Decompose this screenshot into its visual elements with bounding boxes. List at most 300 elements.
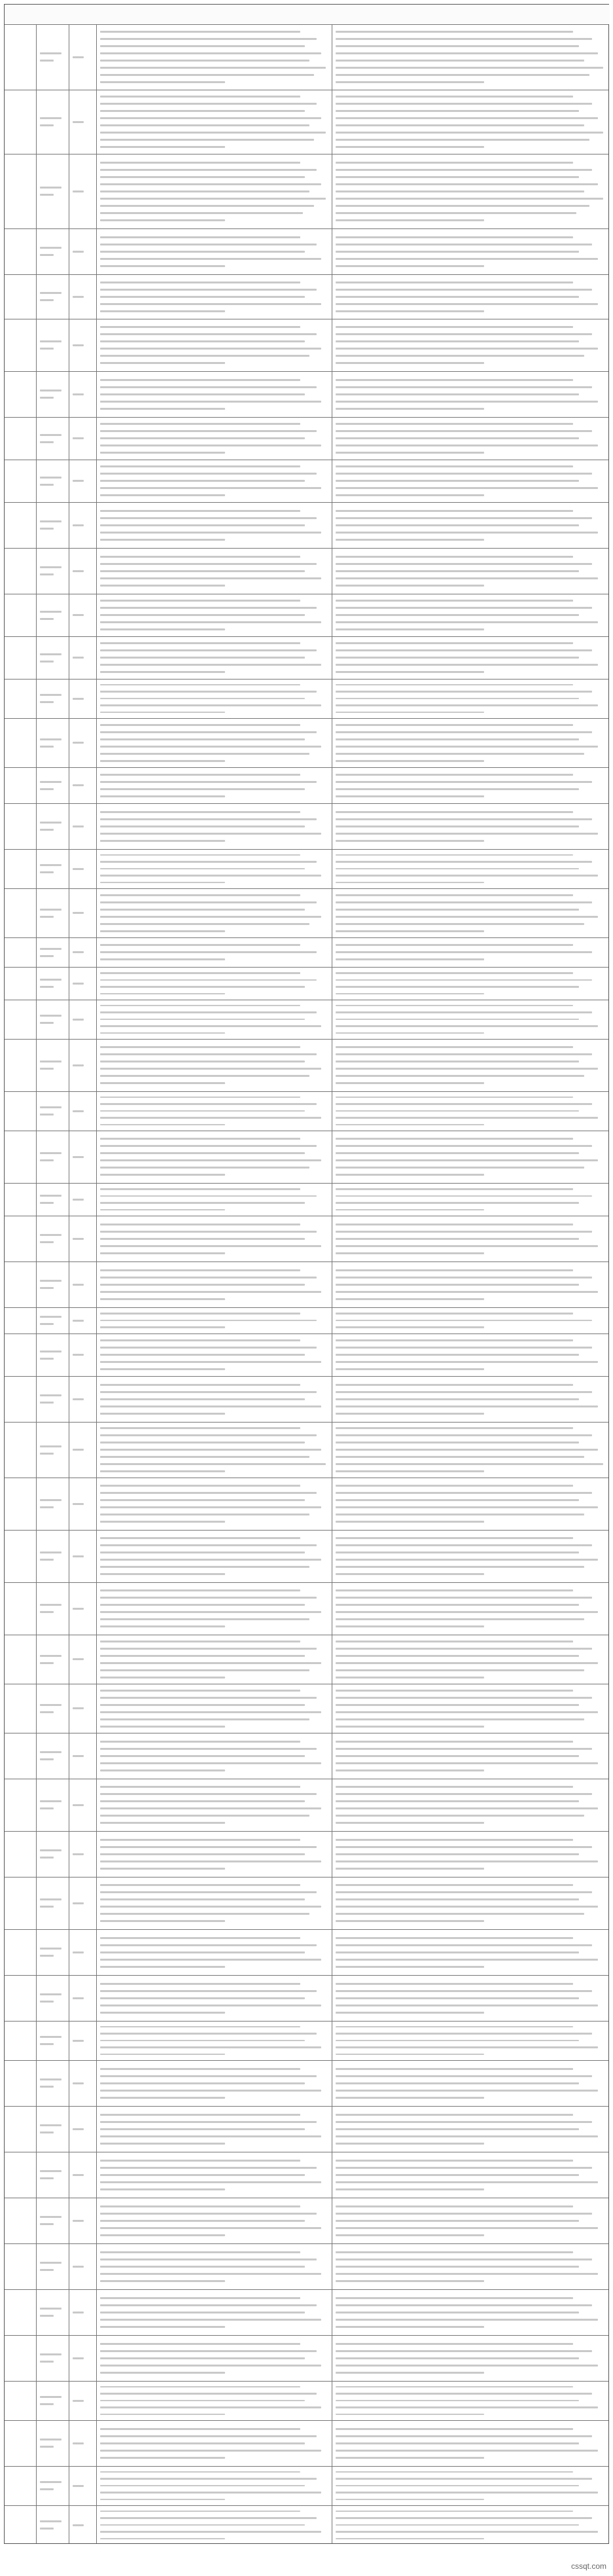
text-line [336,882,484,883]
text-line [336,132,603,134]
text-line [100,1521,225,1523]
text-line [336,1711,598,1713]
text-line [336,1559,598,1561]
text-line [100,1053,317,1055]
text-block [36,90,69,154]
text-block [332,1733,610,1779]
text-line [100,532,321,534]
text-line [40,1351,61,1352]
text-block [69,2243,96,2289]
text-line [336,2499,484,2500]
text-line [73,1902,84,1904]
text-line [336,916,598,918]
text-line [336,379,573,381]
text-line [336,2040,579,2041]
text-line [40,1604,61,1606]
text-block [69,1975,96,2021]
text-line [100,811,300,813]
text-line [100,951,317,953]
text-line [100,2531,321,2532]
text-line [336,1655,579,1657]
text-line [40,2223,54,2225]
text-line [336,110,579,112]
text-block [96,849,332,888]
text-line [336,139,589,141]
text-block [36,274,69,319]
text-block [69,319,96,371]
text-line [336,1398,579,1400]
text-line [336,1786,573,1788]
text-block [96,888,332,937]
text-line [100,1252,225,1254]
text-line [40,1993,61,1995]
text-block [332,2021,610,2060]
text-block [36,460,69,502]
text-block [96,1183,332,1216]
text-line [100,2357,305,2359]
text-line [336,607,592,609]
text-block [69,1216,96,1261]
text-line [100,146,225,148]
text-line [336,1807,598,1809]
text-line [100,1800,305,1802]
text-line [336,2046,598,2048]
text-line [100,2428,300,2430]
text-line [40,864,61,866]
text-line [100,1231,317,1233]
text-block [96,1975,332,2021]
text-line [336,2386,573,2387]
text-block [69,767,96,803]
text-line [336,1966,484,1968]
text-line [336,393,579,395]
text-block [332,2243,610,2289]
text-line [336,310,484,312]
text-line [40,2132,54,2133]
text-line [73,251,84,253]
text-line [100,2365,321,2367]
text-line [100,1384,300,1386]
text-line [40,618,54,620]
text-line [100,684,300,685]
text-line [100,577,321,579]
text-line [40,979,61,981]
text-line [336,1611,598,1613]
text-line [336,1053,592,1055]
text-line [100,1983,300,1985]
text-line [100,861,317,862]
text-line [100,2350,317,2352]
text-line [40,247,61,249]
text-line [336,1347,592,1349]
text-line [336,1589,573,1591]
text-line [336,1641,573,1642]
text-line [336,1762,598,1764]
text-block [332,2335,610,2381]
text-line [100,67,326,69]
text-line [336,1755,579,1757]
text-line [100,1860,321,1862]
text-line [100,198,326,200]
text-line [73,2266,84,2268]
text-block [332,967,610,1000]
text-line [40,299,54,301]
text-line [73,1110,84,1112]
text-line [40,1068,54,1070]
text-block [69,1131,96,1183]
text-line [40,1234,61,1236]
text-line [100,1046,300,1048]
text-line [100,1245,321,1247]
text-line [40,1453,54,1455]
text-line [336,1898,579,1900]
text-block [332,2106,610,2152]
text-line [100,563,317,565]
text-line [336,825,579,827]
text-block [96,502,332,548]
text-line [336,1269,573,1271]
text-line [336,1145,592,1147]
text-line [100,452,225,454]
text-line [100,1492,317,1494]
text-line [73,296,84,298]
text-line [100,1347,317,1349]
text-line [100,607,317,609]
text-block [96,803,332,849]
text-line [336,1499,579,1501]
text-line [100,894,300,896]
text-block [69,460,96,502]
text-block [332,594,610,636]
text-block [332,502,610,548]
text-line [336,1937,573,1939]
text-line [336,868,579,869]
text-line [40,1195,61,1197]
text-block [96,2152,332,2198]
text-line [100,289,317,291]
text-line [336,698,579,699]
text-line [40,1611,54,1613]
text-line [336,1434,592,1436]
text-block [36,2335,69,2381]
text-line [100,281,300,283]
text-line [40,781,61,783]
text-line [100,585,225,587]
text-line [336,1648,592,1650]
text-line [100,2312,305,2313]
text-line [40,1402,54,1404]
text-line [336,1384,573,1386]
text-block [36,24,69,90]
text-line [100,2406,321,2408]
text-line [336,1944,592,1946]
text-line [100,510,300,512]
text-line [336,951,592,953]
text-line [100,1159,321,1161]
text-line [336,2005,598,2006]
text-block [332,937,610,967]
text-line [40,1499,61,1501]
text-line [100,600,300,602]
text-line [336,117,598,119]
text-block [36,1131,69,1183]
text-line [100,2485,305,2486]
text-line [336,2485,579,2486]
text-line [336,2121,592,2123]
text-line [336,1406,598,1407]
text-line [100,1485,300,1487]
text-line [336,1449,598,1451]
text-block [36,154,69,228]
text-line [100,1937,300,1939]
text-line [336,2167,592,2169]
text-line [336,854,573,856]
text-line [100,840,225,842]
text-line [336,2442,579,2444]
text-line [336,738,579,740]
text-line [73,1449,84,1451]
text-line [336,570,579,572]
text-line [100,1769,225,1771]
text-line [336,979,592,981]
text-line [100,724,300,726]
text-line [100,2128,305,2130]
text-line [336,2357,579,2359]
text-block [69,967,96,1000]
text-line [100,2046,321,2048]
text-block [96,1530,332,1582]
text-line [100,1807,321,1809]
text-block [36,1183,69,1216]
text-line [40,701,54,703]
text-line [336,642,573,644]
text-line [40,1061,61,1062]
text-block [332,154,610,228]
text-block [332,2466,610,2505]
text-line [40,292,61,294]
text-line [40,2216,61,2218]
text-block [69,2060,96,2106]
text-line [100,2386,300,2387]
text-line [100,1174,225,1176]
text-line [100,1898,305,1900]
text-block [36,2152,69,2198]
text-line [73,1804,84,1806]
text-line [336,74,589,76]
text-line [336,993,484,995]
text-line [336,265,484,267]
text-line [336,1662,598,1664]
text-line [100,1704,305,1706]
text-line [100,1011,317,1013]
text-line [336,1884,573,1886]
text-line [100,1138,300,1140]
text-line [100,236,300,238]
text-line [336,236,573,238]
text-block [332,2060,610,2106]
text-line [100,103,317,105]
text-line [336,2304,592,2306]
text-line [100,1559,321,1561]
text-line [100,731,317,733]
text-line [100,1075,309,1077]
text-line [100,524,305,526]
text-block [96,2021,332,2060]
text-line [100,2040,305,2041]
text-line [73,912,84,914]
text-line [100,2005,321,2006]
text-block [96,1131,332,1183]
text-line [100,1470,225,1472]
text-line [40,986,54,988]
text-line [40,528,54,530]
text-line [100,1188,300,1190]
text-line [40,1711,54,1713]
text-line [336,1990,592,1992]
text-line [336,2251,573,2253]
text-block [96,2335,332,2381]
text-line [336,1117,598,1118]
text-line [336,494,484,496]
text-line [100,38,317,40]
text-block [36,2505,69,2545]
text-line [336,1313,573,1315]
text-block [96,1478,332,1530]
text-line [336,1463,603,1465]
text-line [336,2428,573,2430]
text-line [100,1551,305,1553]
text-block [69,849,96,888]
text-line [73,2357,84,2359]
text-block [36,1478,69,1530]
text-line [40,1316,61,1318]
text-line [336,1456,584,1458]
text-line [100,657,305,659]
text-block [96,371,332,417]
text-line [100,2393,317,2394]
text-block [36,1779,69,1831]
text-line [100,825,305,827]
text-block [36,1422,69,1478]
text-line [336,2114,573,2116]
text-block [36,371,69,417]
text-block [332,1261,610,1307]
text-line [100,2082,305,2084]
text-line [100,2499,225,2500]
text-line [336,753,584,755]
text-block [96,90,332,154]
text-block [96,2198,332,2243]
text-line [336,1284,579,1286]
text-line [336,524,579,526]
text-line [336,333,592,335]
text-line [100,1413,225,1415]
text-block [36,2243,69,2289]
text-block [69,2420,96,2466]
text-line [73,2040,84,2042]
text-line [100,2181,321,2183]
text-line [336,2350,592,2352]
text-line [100,258,321,260]
text-line [100,2511,300,2512]
text-line [336,2414,484,2415]
text-block [96,636,332,679]
text-line [336,96,573,98]
text-line [336,1427,573,1429]
text-line [336,2511,573,2512]
text-line [336,2319,598,2321]
text-block [96,548,332,594]
text-block [332,1333,610,1376]
text-line [100,621,321,623]
text-line [336,958,484,960]
text-block [36,888,69,937]
text-block [69,718,96,767]
text-line [100,1442,305,1443]
text-line [100,2213,317,2215]
text-line [73,1755,84,1757]
text-line [40,1849,61,1851]
text-block [36,1039,69,1091]
text-line [336,1492,592,1494]
text-line [336,1551,579,1553]
text-line [100,2090,321,2092]
text-line [40,829,54,831]
text-line [100,303,321,305]
text-line [100,169,317,171]
text-block [96,2466,332,2505]
text-line [336,2213,592,2215]
text-block [332,2289,610,2335]
text-block [332,1478,610,1530]
text-line [336,2033,592,2034]
text-line [336,423,573,425]
text-block [332,803,610,849]
text-block [96,1831,332,1877]
text-line [100,539,225,541]
text-line [336,1537,573,1539]
text-line [336,1597,592,1599]
text-line [336,1138,573,1140]
text-line [336,2312,579,2313]
text-line [100,2400,305,2401]
text-block [36,1216,69,1261]
text-line [336,60,584,62]
text-block [36,2198,69,2243]
text-line [336,67,603,69]
text-line [100,1167,309,1169]
text-line [336,2227,598,2229]
text-line [336,628,484,630]
text-block [332,1877,610,1929]
text-line [100,52,321,54]
text-line [336,986,579,988]
text-line [40,611,61,613]
header-department [5,5,36,24]
text-line [336,1860,598,1862]
text-line [100,570,305,572]
text-block [96,1877,332,1929]
text-line [336,1573,484,1575]
text-line [100,1846,317,1848]
text-block [36,937,69,967]
text-block [96,319,332,371]
text-line [100,444,321,446]
text-line [40,1445,61,1447]
text-line [336,875,598,876]
text-line [100,901,317,903]
text-block [96,2289,332,2335]
